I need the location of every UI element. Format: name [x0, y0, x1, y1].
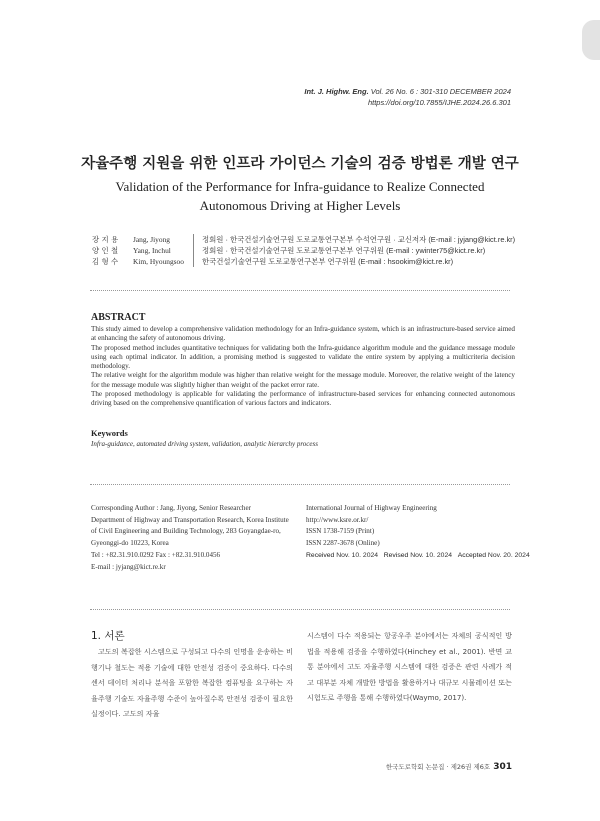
- abstract-paragraph: The proposed methodology is applicable for validating the performance of infrastructure-based services for enhancing connected autonomous driving based on the comprehensive quantification of various factors and indicators.: [91, 390, 515, 408]
- page-edge-tab: [582, 20, 600, 60]
- corresponding-line: Gyeonggi-do 10223, Korea: [91, 539, 169, 548]
- journal-url[interactable]: http://www.ksre.or.kr/: [306, 515, 369, 524]
- abstract-heading: ABSTRACT: [91, 312, 146, 323]
- title-english-line2: Autonomous Driving at Higher Levels: [199, 198, 401, 213]
- journal-citation: [304, 86, 511, 108]
- abstract-paragraph: The relative weight for the algorithm module was higher than relative weight for the message module. Moreover, the relative weight of the latency for the message module was slightly higher than weight of the packet error rate.: [91, 371, 515, 389]
- corresponding-line: Tel : +82.31.910.0292 Fax : +82.31.910.0456: [91, 550, 221, 559]
- title-korean: 자율주행 지원을 위한 인프라 가이던스 기술의 검증 방법론 개발 연구: [81, 156, 519, 172]
- revised-label: Revised: [383, 551, 409, 559]
- divider: [90, 484, 510, 485]
- author-affiliation: 정회원 · 한국건설기술연구원 도로교통연구본부 수석연구원 · 교신저자 (E-mail : jyjang@kict.re.kr): [202, 235, 516, 244]
- intro-column-left: 고도의 복잡한 시스템으로 구성되고 다수의 인명을 운송하는 비행기나 철도는 적용 기술에 대한 안전성 검증이 중요하다. 다수의 센서 데이터 처리나 분석을 포함한 복잡한 컴퓨팅을 요구하는 자율주행 기술도 자율주행 수준이 높아질수록 안전성 검증이 필요한 실정이다. 고도의 자율: [91, 647, 293, 719]
- issn-online: ISSN 2287-3678 (Online): [306, 539, 380, 548]
- author-affiliation: 정회원 · 한국건설기술연구원 도로교통연구본부 연구위원 (E-mail : ywinter75@kict.re.kr): [202, 246, 486, 255]
- intro-column-right: 시스템이 다수 적용되는 항공우주 분야에서는 자체의 공식적인 방법을 적용해 검증을 수행하였다(Hinchey et al., 2001). 반면 교통 분야에서 고도 자율주행 시스템에 대한 검증은 관련 사례가 적고 대부분 자체 개발한 방법을 활용하거나 대규모 시뮬레이션 또는 시험도로 주행을 통해 수행하였다(Waymo, 2017).: [307, 631, 512, 703]
- journal-name: Int. J. Highw. Eng.: [304, 87, 369, 96]
- author-row: [92, 245, 515, 256]
- accepted-label: Accepted: [457, 551, 487, 559]
- section-heading: 1. 서론: [91, 630, 125, 642]
- author-affiliation: 한국건설기술연구원 도로교통연구본부 연구위원 (E-mail : hsookim@kict.re.kr): [202, 257, 454, 266]
- author-name-english: Yang, Inchul: [133, 246, 171, 255]
- footer-journal: 한국도로학회 논문집 · 제26권 제6호: [385, 763, 491, 771]
- author-list: [92, 234, 515, 267]
- author-name-english: Jang, Jiyong: [133, 235, 170, 244]
- author-name-korean: 김 형 수: [92, 257, 119, 266]
- received-date: Nov. 10. 2024: [336, 551, 379, 559]
- corresponding-line: Corresponding Author : Jang, Jiyong, Senior Researcher: [91, 504, 251, 512]
- title-english: [0, 177, 600, 215]
- page-number: 301: [493, 762, 512, 772]
- author-name-english: Kim, Hyoungsoo: [133, 257, 184, 266]
- author-name-korean: 양 인 철: [92, 246, 119, 255]
- issn-print: ISSN 1738-7159 (Print): [306, 527, 375, 536]
- title-english-line1: Validation of the Performance for Infra-guidance to Realize Connected: [115, 179, 485, 194]
- keywords-heading: Keywords: [91, 428, 128, 438]
- author-name-korean: 장 지 용: [92, 235, 119, 244]
- page-footer: [386, 762, 512, 772]
- keywords-text: Infra-guidance, automated driving system, validation, analytic hierarchy process: [91, 440, 318, 448]
- author-separator: [193, 245, 194, 256]
- author-row: [92, 234, 515, 245]
- corresponding-line: Department of Highway and Transportation Research, Korea Institute: [91, 515, 289, 524]
- submission-dates: [306, 550, 530, 562]
- journal-info-line: International Journal of Highway Engineering: [306, 504, 437, 512]
- corresponding-line: of Civil Engineering and Building Technology, 283 Goyangdae-ro,: [91, 527, 281, 536]
- abstract-body: [91, 325, 515, 409]
- author-separator: [193, 234, 194, 245]
- received-label: Received: [306, 551, 335, 559]
- journal-info: [306, 503, 530, 562]
- journal-volume: Vol. 26 No. 6 : 301-310 DECEMBER 2024: [370, 87, 511, 96]
- author-separator: [193, 256, 194, 267]
- doi-link[interactable]: https://doi.org/10.7855/IJHE.2024.26.6.301: [367, 98, 511, 107]
- abstract-paragraph: The proposed method includes quantitative techniques for validating both the Infra-guidance algorithm module and the guidance message module using each optimal indicator. In addition, a promising method is suggested to validate the entire system by applying a multicriteria decision methodology.: [91, 343, 515, 371]
- revised-date: Nov. 10. 2024: [410, 551, 453, 559]
- corresponding-author-info: [91, 503, 296, 573]
- divider: [90, 290, 510, 291]
- author-row: [92, 256, 515, 267]
- corresponding-email[interactable]: E-mail : jyjang@kict.re.kr: [91, 562, 166, 571]
- accepted-date: Nov. 20. 2024: [487, 551, 530, 559]
- divider: [90, 609, 510, 610]
- abstract-paragraph: This study aimed to develop a comprehensive validation methodology for an Infra-guidance system, which is an infrastructure-based service aimed at enhancing the safety of autonomous driving.: [91, 325, 515, 343]
